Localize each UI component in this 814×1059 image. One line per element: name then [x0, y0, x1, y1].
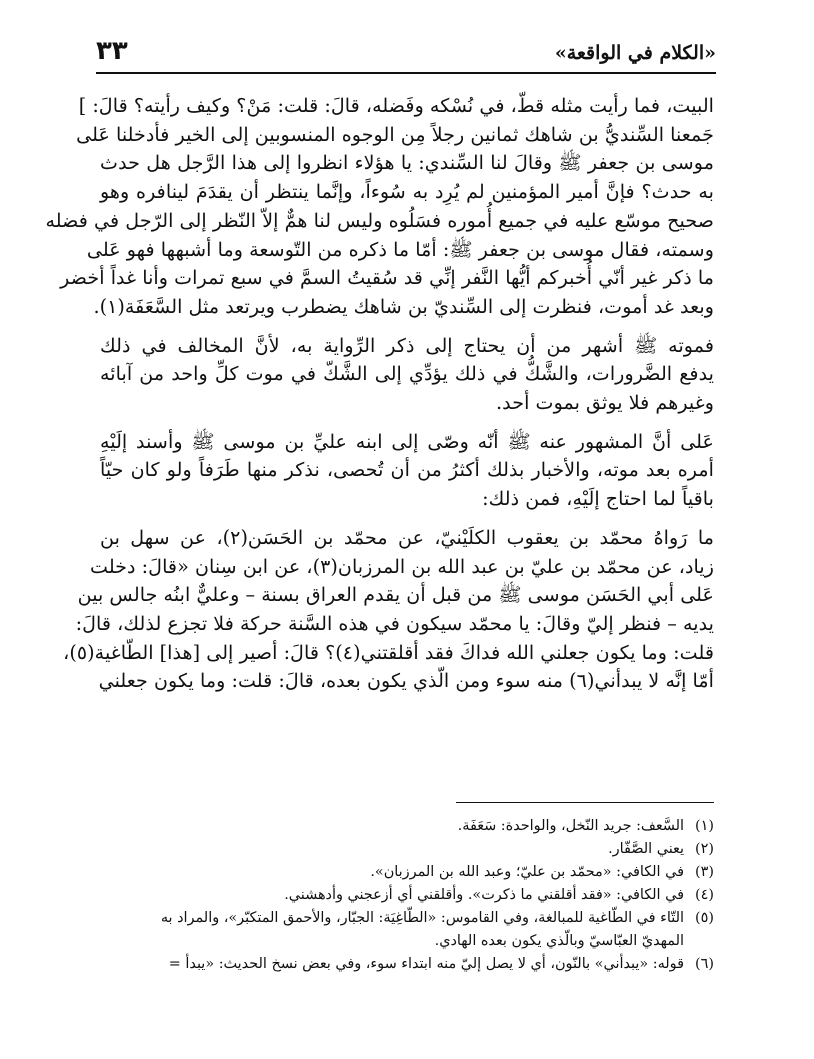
running-title: «الكلام في الواقعة» — [554, 42, 716, 64]
footnote-number: (٥) — [695, 910, 714, 926]
text-line: قلت: وما يكون جعلني الله فداكَ فقد أقلقتني(٤)؟ قالَ: أصير إلى [هذا] الطّاغية(٥)، — [63, 640, 714, 664]
footnote — [100, 838, 714, 861]
footnote-text: في الكافي: «محمّد بن عليّ؛ وعبد الله بن المرزبان». — [370, 864, 684, 880]
footnote-text: التّاء في الطّاغية للمبالغة، وفي القاموس: «الطّاغِيَة: الجبّار، والأحمق المتكبّر»، والمراد به — [160, 910, 684, 926]
text-line: ما ذكر غير أنّي أُخبركم أيُّها النَّفر إنِّي قد سُقيتُ السمَّ في سبع تمرات وأنا غداً أخضر — [60, 266, 714, 290]
text-line: وغيرهم فلا يوثق بموت أحد. — [496, 391, 714, 415]
footnote-number: (٢) — [695, 841, 714, 857]
text-line: زياد، عن محمّد بن عليّ بن عبد الله بن المرزبان(٣)، عن ابن سِنان «قالَ: دخلت — [89, 554, 714, 578]
footnote — [100, 884, 714, 907]
footnote-text: في الكافي: «فقد أقلقني ما ذكرت». وأقلقني أي أزعجني وأدهشني. — [284, 887, 684, 903]
text-line: وسمته، فقال موسى بن جعفر ﷺ: أمّا ما ذكره من التّوسعة وما أشبهها فهو عَلى — [86, 237, 714, 261]
footnote-text: المهديّ العبّاسيّ وبالّذي يكون بعده الهادي. — [434, 933, 684, 949]
text-line: أمّا إنَّه لا يبدأني(٦) منه سوء ومن الّذي يكون بعده، قالَ: قلت: وما يكون جعلني — [98, 669, 714, 693]
main-text — [45, 92, 714, 706]
paragraph — [100, 428, 714, 514]
footnote — [100, 815, 714, 838]
footnotes — [100, 815, 714, 976]
text-line: عَلى أبي الحَسَن موسى ﷺ من قبل أن يقدم العراق بسنة – وعليٌّ ابنُه جالس بين — [77, 583, 714, 607]
footnote-text: يعني الصَّفّار. — [608, 841, 684, 857]
footnote-number: (٦) — [695, 956, 714, 972]
text-line: موسى بن جعفر ﷺ وقالَ لنا السِّندي: يا هؤلاء انظروا إلى هذا الرَّجل هل حدث — [100, 151, 714, 175]
footnote-text: قوله: «يبدأني» بالنّون، أي لا يصل إليّ منه ابتداء سوء، وفي بعض نسخ الحديث: «يبدأ = — [168, 956, 684, 972]
text-line: أمره بعد موته، والأخبار بذلك أكثرُ من أن تُحصى، نذكر منها طَرَفاً ولو كان حيّاً — [100, 458, 714, 482]
footnote — [100, 953, 714, 976]
paragraph — [100, 332, 714, 418]
text-line: البيت، فما رأيت مثله قطّ، في نُسْكه وفَضله، قالَ: قلت: مَنْ؟ وكيف رأيته؟ قالَ: ] — [78, 94, 714, 117]
footnote — [100, 907, 714, 953]
paragraph — [63, 524, 714, 696]
footnote-text: السَّعف: جريد النّخل، والواحدة: سَعَفَة. — [457, 818, 684, 834]
footnote-number: (١) — [695, 818, 714, 834]
text-line: يديه – فنظر إليّ وقالَ: يا محمّد سيكون في هذه السَّنة حركة فلا تجزع لذلك، قالَ: — [75, 611, 714, 635]
text-line: باقياً لما احتاج إلَيْهِ، فمن ذلك: — [482, 487, 714, 511]
text-line: صحيح موسّع عليه في جميع أُموره فسَلُوه وليس لنا همٌّ إلاّ النّظر إلى الرّجل في فضله — [45, 208, 714, 232]
footnote-number: (٣) — [695, 864, 714, 880]
text-line: ما رَواهُ محمّد بن يعقوب الكلَيْنيّ، عن محمّد بن الحَسَن(٢)، عن سهل بن — [100, 525, 714, 549]
header-divider — [96, 72, 716, 74]
footnote-divider — [456, 802, 714, 803]
page-number: ٣٣ — [96, 36, 128, 66]
text-line: عَلى أنَّ المشهور عنه ﷺ أنّه وصّى إلى ابنه عليِّ بن موسى ﷺ وأسند إلَيْهِ — [100, 429, 714, 453]
text-line: يدفع الضَّرورات، والشَّكُّ في ذلك يؤدِّي إلى الشَّكّ في موت كلِّ واحد من آبائه — [100, 362, 714, 386]
footnote — [100, 861, 714, 884]
footnote-number: (٤) — [695, 887, 714, 903]
text-line: وبعد غد أموت، فنظرت إلى السِّنديّ بن شاهك يضطرب ويرتعد مثل السَّعَفَة(١). — [93, 294, 714, 318]
text-line: جَمعنا السِّنديُّ بن شاهك ثمانين رجلاً مِن الوجوه المنسوبين إلى الخير فأدخلنا عَلى — [76, 122, 714, 146]
text-line: فموته ﷺ أشهر من أن يحتاج إلى ذكر الرِّواية به، لأنَّ المخالف في ذلك — [100, 333, 714, 357]
text-line: به حدث؟ فإنَّ أمير المؤمنين لم يُرِد به سُوءاً، وإنَّما ينتظر أن يقدَمَ لينافره وهو — [100, 180, 714, 204]
paragraph — [45, 92, 714, 322]
page-header — [96, 30, 716, 74]
